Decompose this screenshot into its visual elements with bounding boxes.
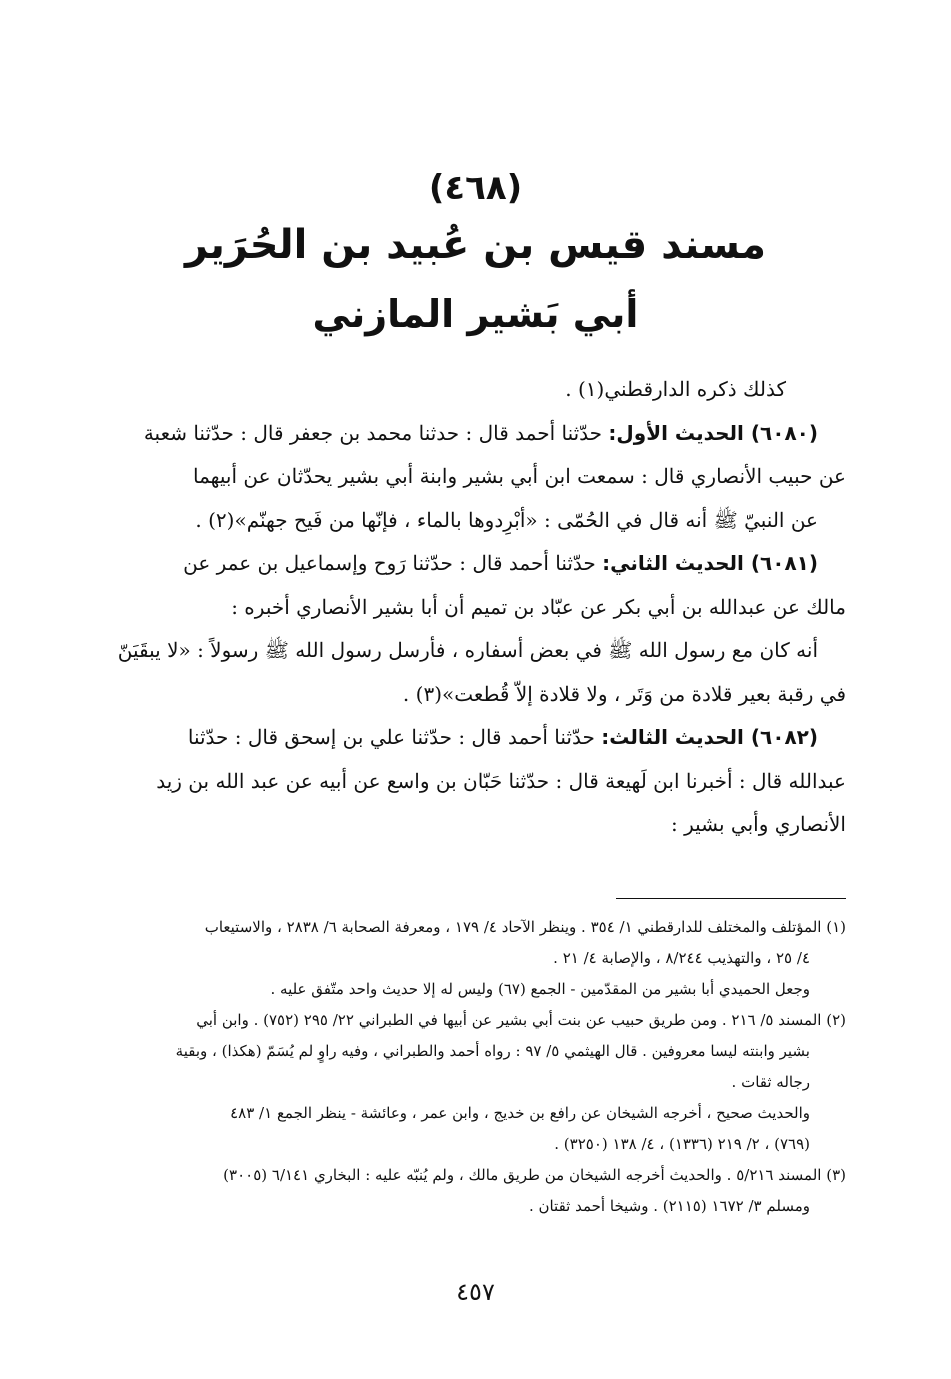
hadith-heading: (٦٠٨٢) الحديث الثالث: (601, 725, 818, 749)
hadith-text-line: عن حبيب الأنصاري قال : سمعت ابن أبي بشير وابنة أبي بشير يحدّثان عن أبيهما (193, 464, 846, 488)
chapter-number: (٤٦٨) (428, 168, 523, 208)
hadith-6081 (105, 542, 846, 586)
hadith-text: حدّثنا أحمد قال : حدثنا محمد بن جعفر قال : حدّثنا شعبة (143, 420, 603, 445)
chapter-subtitle: أبي بَشير المازني (312, 292, 639, 336)
hadith-text: حدّثنا أحمد قال : حدّثنا رَوح وإسماعيل بن عمر عن (183, 551, 596, 575)
intro-line: كذلك ذكره الدارقطني(١) . (565, 377, 786, 401)
footnote-line: (٧٦٩) ، ٢/ ٢١٩ (١٣٣٦) ، ٤/ ١٣٨ (٣٢٥٠) . (554, 1135, 810, 1153)
hadith-6082 (105, 716, 846, 760)
footnote-line: ومسلم ٣/ ١٦٧٢ (٢١١٥) . وشيخا أحمد ثقتان . (528, 1197, 810, 1215)
main-text (105, 368, 846, 847)
hadith-text-line: أنه كان مع رسول الله ﷺ في بعض أسفاره ، فأرسل رسول الله ﷺ رسولاً : «لا يبقَيَنّ (117, 638, 818, 662)
hadith-text-line: في رقبة بعير قلادة من وَتَر ، ولا قلادة إلاّ قُطعت»(٣) . (402, 681, 846, 706)
hadith-text: حدّثنا أحمد قال : حدّثنا علي بن إسحق قال : حدّثنا (187, 725, 595, 749)
footnote-3: (٣) المسند ٥/٢١٦ . والحديث أخرجه الشيخان من طريق مالك ، ولم يُنبّه عليه : البخاري ٦/١٤١ (٣٠٠٥) (223, 1166, 846, 1184)
footnote-line: والحديث صحيح ، أخرجه الشيخان عن رافع بن خديج ، وابن عمر ، وعائشة - ينظر الجمع ١/ ٤٨٣ (230, 1104, 810, 1122)
chapter-title: مسند قيس بن عُبيد بن الحُرَير (184, 222, 767, 268)
hadith-text-line: الأنصاري وأبي بشير : (670, 812, 846, 836)
hadith-heading: (٦٠٨١) الحديث الثاني: (602, 551, 818, 575)
footnote-line: رجاله ثقات . (731, 1073, 810, 1091)
footnote-line: بشير وابنته ليسا معروفين . قال الهيثمي ٥/ ٩٧ : رواه أحمد والطبراني ، وفيه راوٍ لم يُسَمّ (هكذا) ، وبقية (175, 1042, 810, 1060)
footnotes (105, 912, 846, 1222)
hadith-text-line: مالك عن عبدالله بن أبي بكر عن عبّاد بن تميم أن أبا بشير الأنصاري أخبره : (231, 594, 846, 619)
hadith-6080 (105, 412, 846, 456)
footnote-1: (١) المؤتلف والمختلف للدارقطني ١/ ٣٥٤ . وينظر الآحاد ٤/ ١٧٩ ، ومعرفة الصحابة ٦/ ٢٨٣٨ ، والاستيعاب (204, 918, 846, 936)
hadith-heading: (٦٠٨٠) الحديث الأول: (608, 420, 818, 445)
page-number: ٤٥٧ (456, 1278, 495, 1306)
footnote-2: (٢) المسند ٥/ ٢١٦ . ومن طريق حبيب عن بنت أبي بشير عن أبيها في الطبراني ٢٢/ ٢٩٥ (٧٥٢) . وابن أبي (196, 1011, 846, 1029)
footnote-line: وجعل الحميدي أبا بشير من المقدّمين - الجمع (٦٧) وليس له إلا حديث واحد متّفق عليه . (270, 980, 810, 998)
hadith-text-line: عن النبيّ ﷺ أنه قال في الحُمّى : «أبْرِدوها بالماء ، فإنّها من فَيح جهنّم»(٢) . (195, 507, 818, 532)
footnote-line: ٤/ ٢٥ ، والتهذيب ٨/٢٤٤ ، والإصابة ٤/ ٢١ . (553, 949, 810, 967)
footnote-divider (616, 898, 846, 899)
hadith-text-line: عبدالله قال : أخبرنا ابن لَهيعة قال : حدّثنا حَبّان بن واسع عن أبيه عن عبد الله بن زيد (156, 768, 846, 793)
